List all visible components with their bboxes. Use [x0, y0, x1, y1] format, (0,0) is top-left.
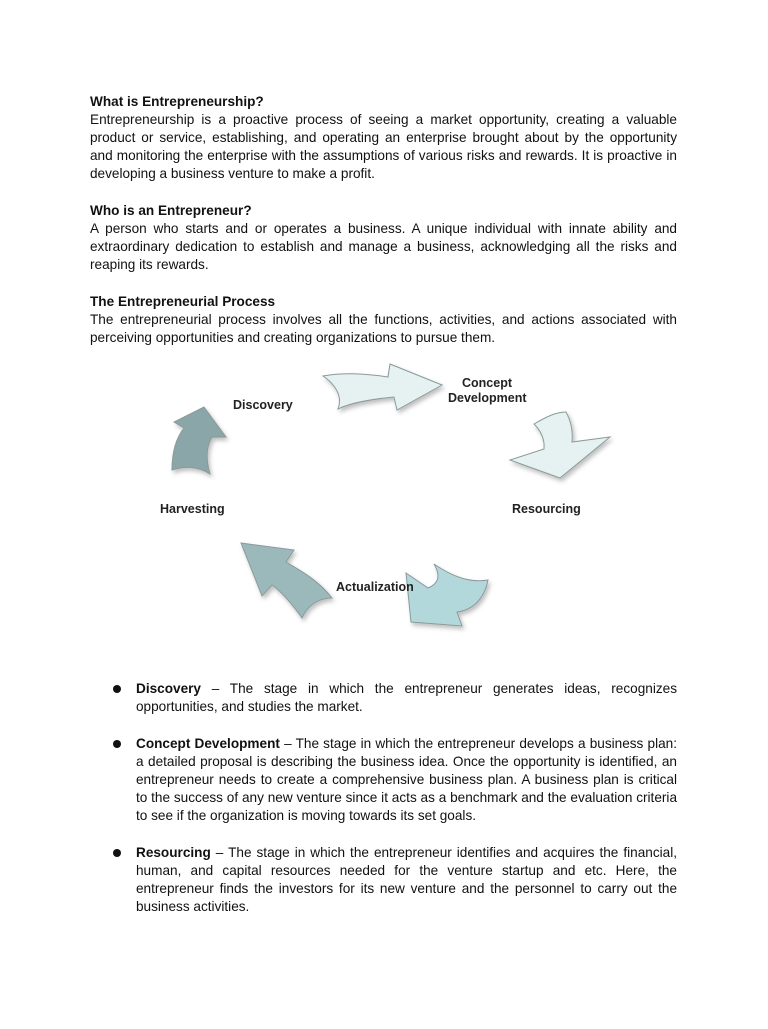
arrow-actualization-to-harvesting — [241, 543, 332, 618]
label-discovery: Discovery — [233, 398, 293, 412]
bullet-dot-icon — [113, 685, 121, 693]
bullet-text-resourcing: – The stage in which the entrepreneur identifies and acquires the financial, human, and capital resources needed for the venture startup and etc. Here, the entrepreneur finds the investors for its new venture and the personnel to carry out the business activities. — [136, 845, 677, 914]
bullet-dot-icon — [113, 849, 121, 857]
paragraph-entrepreneurship: Entrepreneurship is a proactive process of seeing a market opportunity, creating a valuable product or service, establishing, and operating an enterprise brought about by the opportunity and monitoring the enterprise with the assumptions of various risks and rewards. It is proactive in developing a business venture to make a profit. — [90, 112, 677, 181]
bullet-term-resourcing: Resourcing — [136, 845, 211, 860]
bullet-term-discovery: Discovery — [136, 681, 201, 696]
arrow-discovery-to-concept — [323, 364, 442, 410]
bullet-text-concept-development: – The stage in which the entrepreneur develops a business plan: a detailed proposal is describing the business idea. Once the opportunity is identified, an entrepreneur needs to create a comprehensive business plan. A business plan is critical to the success of any new venture since it acts as a benchmark and the evaluation criteria to see if the organization is moving towards its set goals. — [136, 736, 678, 823]
list-item — [113, 680, 677, 716]
bullet-dot-icon — [113, 740, 121, 748]
arrow-harvesting-to-discovery — [172, 407, 226, 474]
label-harvesting: Harvesting — [160, 502, 225, 516]
bullet-text-discovery: – The stage in which the entrepreneur generates ideas, recognizes opportunities, and studies the market. — [136, 681, 677, 714]
label-concept-line1: Concept — [462, 376, 512, 390]
heading-entrepreneur: Who is an Entrepreneur? — [90, 203, 252, 218]
paragraph-process: The entrepreneurial process involves all the functions, activities, and actions associated with perceiving opportunities and creating organizations to pursue them. — [90, 312, 677, 345]
paragraph-entrepreneur: A person who starts and or operates a business. A unique individual with innate ability and extraordinary dedication to establish and manage a business, acknowledging all the risks and reaping its rewards. — [90, 221, 677, 272]
list-item — [113, 844, 677, 916]
heading-entrepreneurship: What is Entrepreneurship? — [90, 94, 264, 109]
label-resourcing: Resourcing — [512, 502, 581, 516]
label-concept-line2: Development — [448, 391, 527, 405]
stage-bullet-list — [113, 680, 677, 935]
list-item — [113, 735, 677, 825]
label-actualization: Actualization — [336, 580, 414, 594]
bullet-term-concept-development: Concept Development — [136, 736, 280, 751]
arrow-resourcing-to-actualization — [406, 564, 488, 626]
arrow-concept-to-resourcing — [510, 412, 610, 478]
heading-process: The Entrepreneurial Process — [90, 294, 276, 309]
